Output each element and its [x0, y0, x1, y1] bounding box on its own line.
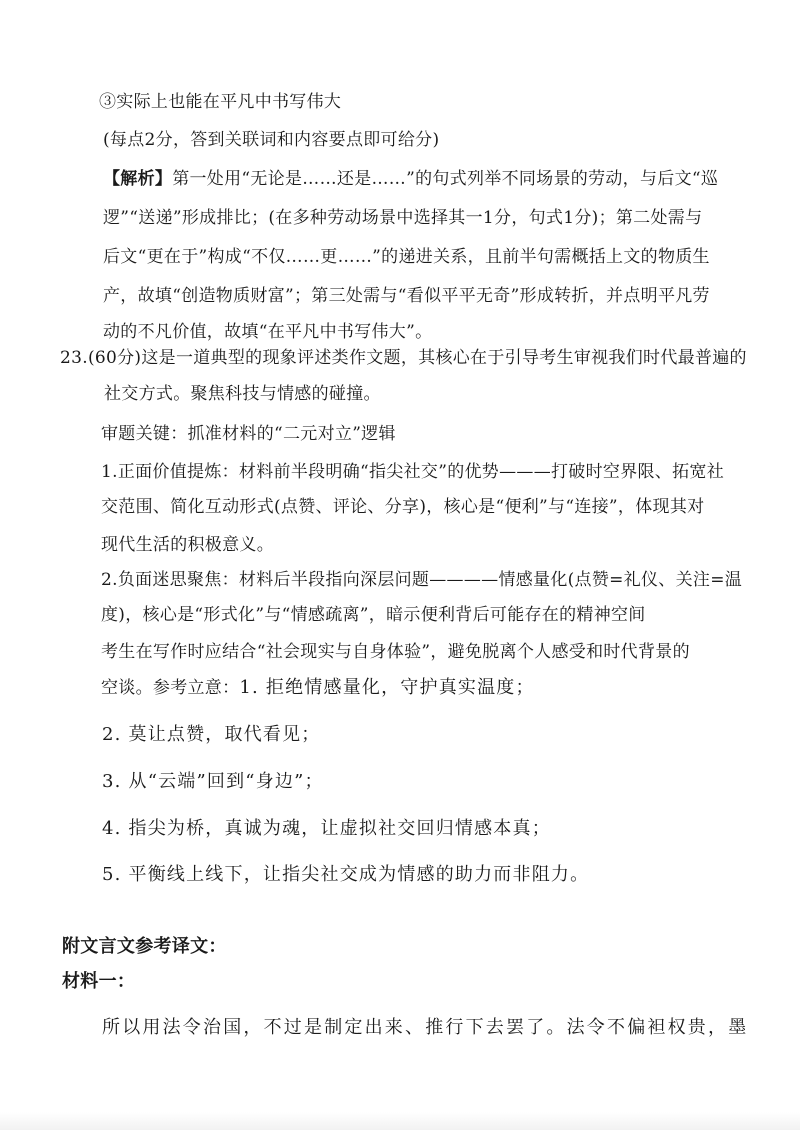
analysis-line-3: 后文“更在于”构成“不仅……更……”的递进关系，且前半句需概括上文的物质生 [103, 247, 710, 267]
q23-score: (60分) [87, 348, 142, 368]
point2-line-1: 2.负面迷思聚焦：材料后半段指向深层问题————情感量化(点赞=礼仪、关注=温 [101, 570, 743, 590]
analysis-line-5: 动的不凡价值，故填“在平凡中书写伟大”。 [103, 322, 433, 342]
writing-line-1: 考生在写作时应结合“社会现实与自身体验”，避免脱离个人感受和时代背景的 [101, 642, 690, 662]
idea-1: 1. 拒绝情感量化，守护真实温度； [239, 677, 535, 698]
material1-label: 材料一： [62, 971, 136, 992]
page-bottom-shade [0, 1112, 800, 1130]
analysis-line-2: 逻”“送递”形成排比；(在多种劳动场景中选择其一1分，句式1分)；第二处需与 [103, 208, 703, 228]
q23-line-1 [60, 346, 747, 370]
point1-line-1: 1.正面价值提炼：材料前半段明确“指尖社交”的优势———打破时空界限、拓宽社 [101, 462, 724, 482]
key-title: 审题关键：抓准材料的“二元对立”逻辑 [101, 424, 396, 444]
idea-5: 5. 平衡线上线下，让指尖社交成为情感的助力而非阻力。 [102, 864, 590, 885]
analysis-line-4: 产，故填“创造物质财富”；第三处需与“看似平平无奇”形成转折，并点明平凡劳 [103, 286, 710, 306]
q23-number: 23. [60, 348, 88, 368]
scoring-note: (每点2分，答到关联词和内容要点即可给分) [103, 130, 440, 150]
answer-item-3: ③实际上也能在平凡中书写伟大 [99, 92, 342, 112]
translation-line-1: 所以用法令治国，不过是制定出来、推行下去罢了。法令不偏袒权贵，墨 [102, 1017, 749, 1038]
point1-line-2: 交范围、简化互动形式(点赞、评论、分享)，核心是“便利”与“连接”，体现其对 [101, 497, 705, 517]
appendix-title: 附文言文参考译文： [62, 936, 227, 957]
q23-text-1: 这是一道典型的现象评述类作文题，其核心在于引导考生审视我们时代最普遍的 [141, 348, 747, 368]
idea-3: 3. 从“云端”回到“身边”； [102, 771, 324, 792]
analysis-line-1 [103, 167, 718, 191]
point2-line-2: 度)，核心是“形式化”与“情感疏离”，暗示便利背后可能存在的精神空间 [101, 605, 646, 625]
analysis-text-1: 第一处用“无论是……还是……”的句式列举不同场景的劳动，与后文“巡 [172, 169, 719, 189]
idea-2: 2. 莫让点赞，取代看见； [102, 724, 321, 745]
q23-line-2: 社交方式。聚焦科技与情感的碰撞。 [104, 384, 381, 404]
idea-4: 4. 指尖为桥，真诚为魂，让虚拟社交回归情感本真； [102, 818, 551, 839]
analysis-label: 【解析】 [103, 169, 173, 189]
reference-ideas-label: 空谈。参考立意： [101, 678, 240, 698]
writing-line-2 [101, 676, 535, 700]
point1-line-3: 现代生活的积极意义。 [101, 535, 274, 555]
